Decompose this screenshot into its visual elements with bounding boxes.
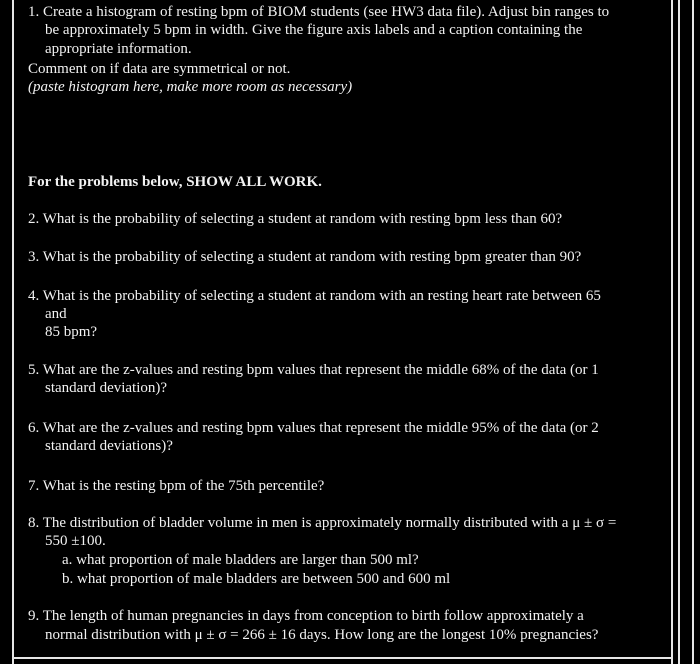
section-heading: For the problems below, SHOW ALL WORK.: [28, 174, 322, 190]
q1-line1: 1. Create a histogram of resting bpm of BIOM students (see HW3 data file). Adjust bin ranges to: [28, 4, 610, 20]
q2: 2. What is the probability of selecting a student at random with resting bpm less than 60?: [28, 211, 563, 227]
q8-part-a: a. what proportion of male bladders are larger than 500 ml?: [62, 552, 419, 568]
q9-line1: 9. The length of human pregnancies in days from conception to birth follow approximately a: [28, 608, 584, 624]
q9-line2: normal distribution with μ ± σ = 266 ± 16 days. How long are the longest 10% pregnancies?: [45, 627, 599, 643]
q5-line2: standard deviation)?: [45, 380, 168, 396]
q1-paste-note: (paste histogram here, make more room as necessary): [28, 79, 353, 95]
q4-line3: 85 bpm?: [45, 324, 98, 340]
q1-comment: Comment on if data are symmetrical or not.: [28, 61, 291, 77]
q8-line2: 550 ±100.: [45, 533, 106, 549]
page-border-left: [12, 0, 14, 664]
q4-line1: 4. What is the probability of selecting a student at random with an resting heart rate between 65: [28, 288, 601, 304]
scroll-edge: [692, 0, 694, 664]
q1-line2: be approximately 5 bpm in width. Give the figure axis labels and a caption containing the: [45, 22, 583, 38]
page-border-bottom: [12, 657, 673, 659]
q5-line1: 5. What are the z-values and resting bpm values that represent the middle 68% of the data (or 1: [28, 362, 599, 378]
q8-part-b: b. what proportion of male bladders are between 500 and 600 ml: [62, 571, 451, 587]
scroll-divider: [678, 0, 680, 664]
q4-line2: and: [45, 306, 67, 322]
q7: 7. What is the resting bpm of the 75th percentile?: [28, 478, 325, 494]
q3: 3. What is the probability of selecting a student at random with resting bpm greater than 90?: [28, 249, 582, 265]
q1-line3: appropriate information.: [45, 41, 192, 57]
q6-line2: standard deviations)?: [45, 438, 173, 454]
page-border-right: [671, 0, 673, 664]
q8-line1: 8. The distribution of bladder volume in men is approximately normally distributed with a μ ± σ =: [28, 515, 617, 531]
q6-line1: 6. What are the z-values and resting bpm values that represent the middle 95% of the data (or 2: [28, 420, 599, 436]
